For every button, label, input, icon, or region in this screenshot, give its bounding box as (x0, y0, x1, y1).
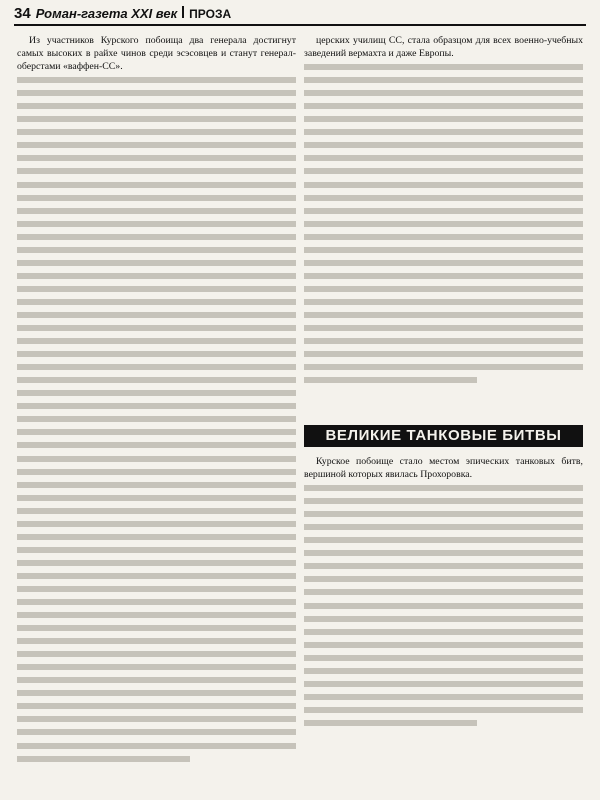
magazine-title: Роман-газета XXI век (35, 6, 178, 21)
left-column (17, 34, 296, 769)
paragraph (304, 34, 583, 60)
paragraph-text: Из участников Курского побоища два генерала достигнут самых высоких в райхе чинов среди эсэсовцев и станут генерал-оберстами «ваффен-СС». (17, 35, 296, 73)
paragraph-text: церских училищ СС, стала образцом для всех военно-учебных заведений вермахта и даже Европы. (304, 35, 583, 60)
right-column-top (304, 34, 583, 390)
section-name: ПРОЗА (189, 7, 232, 21)
text-placeholder (17, 77, 296, 761)
header-separator (182, 6, 184, 18)
paragraph (17, 34, 296, 73)
running-header (14, 6, 586, 26)
paragraph-text: Курское побоище стало местом эпических танковых битв, вершиной которых явилась Прохоровка. (304, 456, 583, 481)
page-number: 34 (14, 5, 31, 22)
text-placeholder (304, 64, 583, 383)
text-placeholder (304, 485, 583, 726)
section-heading: ВЕЛИКИЕ ТАНКОВЫЕ БИТВЫ (304, 425, 583, 447)
paragraph (304, 455, 583, 481)
right-column-bottom (304, 455, 583, 733)
